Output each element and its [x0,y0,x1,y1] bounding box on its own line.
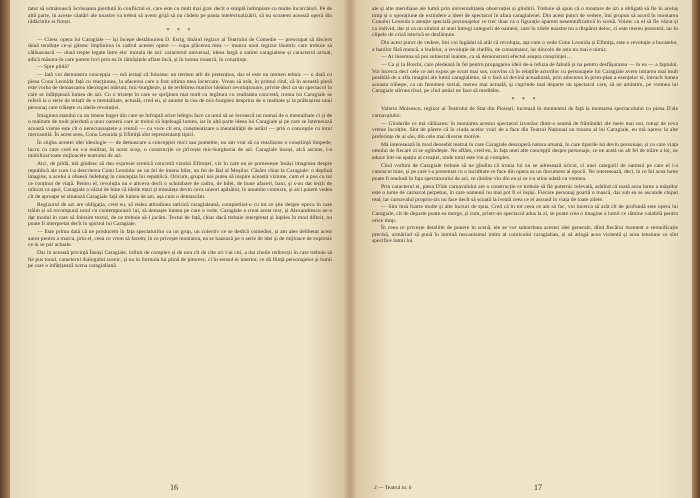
left-page-section-b [28,37,332,270]
paragraph: Valeriu Moisescu, regizor al Teatrului de Stat din Ploiești, lucrează în momentul de față la montarea spectacolului cu piesa D'ale carnavalului. [372,106,678,119]
paragraph: Din acest punct de vedere, îmi voi îngădui să arăt că revoluția, așa cum o vede Conu Leonida și Efimița, este o revoluție a bucatelor, a banilor fără muncă, a leafelor, o revoluție de chefliu, de consumator, iar dincolo de asta nu mai e nimic. [372,40,678,53]
paragraph: — Citesc opera lui Caragiale — își începe destăinuirea D. Esrig, tînărul regizor al Teatrului de Comedie — preocupat să discern două tendințe ce-și găsesc împlinirea în cadrul acestei opere — cupa plăcerea mea — munca unui regizor lăuntric care trebuie să călăuzească — două trepte legate între ele: morala de azi: caracterul universal, ideea largă a satirei caragialene și caracterul actual, adică măsura-în care putem lovi prin ea în rămășițele aflate încă, și în lumea noastră, în conștiințe. [28,36,332,63]
section-separator: * * * [511,97,539,104]
paragraph: Dar în această privință Însuși Caragiale, înfinit de complex și de nou cît de cîte ori l-ai citi, a dat cheile redirecții în care trebuie să fie pus tonul, caracterul dialogului scenic, și nu în formula lui plină de pitoresc, ci în sensul ei interior, ce dă ființă personajelor și lumii pe care o înfățișează scena caragialiană. [28,250,332,270]
right-page-section-a [372,6,678,95]
left-page-footer [12,478,344,492]
page-number: 16 [170,483,178,492]
right-page-footer [356,478,690,492]
paragraph: Cînd vorbim de Caragiale trebuie să ne gîndim că ironia lui nu se adresează oricui, ci unei categorii de oameni pe care el i-a cunoscut bine, și pe care i-a prezentat cu o luciditate ce face din opera sa un document al epocii. Ne interesează, deci, în ce fel acea lume poate fi readusă în fața spectatorului de azi, ce rămîne viu din ea și ce s-a stins odată cu vremea. [372,162,678,182]
right-page-section-b [372,106,678,245]
signature-mark: 2 — Teatrul nr. 6 [374,485,412,491]
paragraph: — Gîndurile ce mă călăuzesc în montarea acestui spectacol izvorăsc dintr-o seamă de frămîntări ale mele mai noi, totuși de ceva vreme încolțite. Sînt de părere că în ciuda acelor voiri de a face din Teatrul Național un muzeu al lui Caragiale, eu mă opresc la alte preferințe de al său, din cele mai diverse motive. [372,120,678,140]
paragraph: ale și alte meridiane ale lumii prin universalitatea observației și gîndirii. Trebuie să spun că o montare de azi a obligată să fie în acelaș timp și o operațiune de extindere a ideei de spectacol în afara caragialenei. Din acest punct de vedere, îmi propun să acord în montarea Conului Leonida o atenție specială personajelor ce trec doar ca o figurație aparent nesemnificativă în scenă. Voiesc ca el să fie văzut și ca individ, dar și ca un simbol al unei întregi categorii de oameni, care în zilele noastre nu a dispărut deloc, ci este mereu prezentă, iar în clipele de criză istorică se dezlănțuie. [372,6,678,39]
paragraph: În slujba acestei idei ideologie — de demascare a concepției mici sau pometite, nu am vrut să ca reaslizeze o conștiință limpede, lucru cu care cred eu s-a realizat, în acest scop, o construcție ce privește mic-burghezia de azi. Caragiale însuși, alcă ascuns, l-a mobilizat toate mijloacele teatrului de azi. [28,140,332,160]
paragraph: În ceea ce privește detaliile de punere în scenă, ele se vor subordona acestei idei generale, dînd fiecărui moment o semnificație precisă, urmărind să pună în lumină mecanismul intim al comicului caragialian, și să atingă acea violentă și acea tensiune ce sînt specifice lumii lui. [372,225,678,245]
paragraph: Imaginea statului ca un imens buget din care se înfruptă orice lefegiu face ca unul să se lovească nu numai de o mentalitate ci și de o realitate de mult pierdută a unor oameni care ar trebui să înțeleagă lumea, iar în altă parte ideea lui Caragiale și pe care se întemeiază această vreme este cît o nerecunoaștere a vremii — cu voce cît era, conștientizare a mentalității de astăzi — prin o concepție cu totul mercantilă. În acest sens, Conu Leonida și Efimiță sînt reprezentanți tipici. [28,112,332,139]
book-edge-left [0,0,10,498]
paragraph: Mă interesează în mod deosebit teatrul în care Caragiale descoperă natura umană, în care tipurile lui devin personaje, și cu care viața omului de fiecare zi se oglindește. Ne aflăm, cred eu, în fața unei alte concepții despre personaje, ce ne arată un alt fel de trăire a lor, ne aduce într-un spațiu al creației, unde totul este viu și complex. [372,141,678,161]
paragraph: — Ca și la Brecht, care pledează în fel pentru propagarea ideii de-a refuza de fabulă și na pentru desfășurarea — în ea — a faptului. Voi încerca deci cele ce am expus pe scurt mai sus, convins că în relațiile actorilor cu personajele lui Caragiale avem intrarea mai mult posibilă de a afla imagini ale lumii caragialiene, să o facă să devină actualizată, prin aducerea în prim-plan a esențelor ei, întrucît lumea aceasta trăiește, ca un fenomen social, mereu mai actuală, și cuprinde mai departe un spectacol care, să ne amintim, pe vremea lui Caragiale stîrnea rîsul, pe cînd astăzi ne face să medităm. [372,62,678,95]
left-page-section-a [28,6,332,26]
book-edge-right [692,0,700,498]
right-page [356,0,690,498]
paragraph: — Spre pildă? [37,64,70,71]
page-number: 17 [534,483,542,492]
left-page-body [28,6,332,476]
left-page [12,0,344,498]
paragraph: — Iată voi demonstra concepția — mă iertați că folosesc un termen atît de pretențios, dar el este un termen tehnic — o dată cu piesa Conu Leonida față cu reacțiunea, la afacerea care a fost ultima mea încercare. Vreau să arăt, în primul rînd, că în această piesă este vorba de demascarea ideologiei mărunt, mic-burgheze, și de terfelirea marilor idealuri revoluționare, privite deci ca un spectacol în care se înfățișează lumea de azi. Cu o tristețe în care se sprijinea mai mult ca legătura cu realitatea concretă, ironia lui Caragiale se referă la o serie de relații de o mentalitate, actuală, cred eu, și anume la cea de mic-burghez desprins de o realitate și la prăbușirea unui personaj care trăiește cu ideile revoluției. [28,72,332,111]
paragraph: — Sînt însă foarte multe și alte lucruri de spus. Cred că în tot ceea ce am să fac, voi încerca să arăt cît de profundă este opera lui Caragiale, cît de departe poate ea merge, și cum, printr-un spectacol adus la zi, se poate crea o imagine a lumii ce rămîne valabilă pentru orice timp. [372,204,678,224]
paragraph: Aici, de pildă, mă gîndesc să dau expresie scenică concretă vizului Efimiței, viz în care ea se pomenește însăși imaginea despre republică ale cum l-a descrierea Conu Leonida: ae un fel de imens bilet, un fel de Bal al Moșilor. Căsăm chiar la Caragiale: o deplină imagine, a acelui a obsesii îndelung în concepția lui republică. Oricum, grupul noi putea să inspire această viziune, cum el a pus cu tot ce conținut de viață. Pentru el, revoluția nu e altceva decît o schimbare de cadru, de bilet, de bune afaceri, bani, și s-au dat lecții de mîncat ca apoi, Caragiale a văzut de bine că ideile mari și trenulețe devin ceva uneori apăsător, în anumite contexte, și aici putem vedea cît de aproape se situează Caragiale față de lumea de azi, așa cum o demascăm. [28,161,332,200]
paragraph: Regizorul de azi are obligația, cred eu, să redea atitudinea satirică caragialeană, completînd-o cu tot ce știe despre epoca în care trăim și să recompună totul cu contemporanii lui, să demaște lumea pe care o vede. Caragiale a creat acest text, și Alexandrescu ne-a dat modul în care să folosim textul, de ce trebuie să-l jucăm. Textul de față, chiar dacă trebuie interpretat și înțeles în mod diferit, nu poate fi interpretat decît în spiritul lui Caragiale. [28,201,332,228]
paragraph: — Ar însemna să pui subiectul înainte, ca să demonstrezi efectul asupra conștiinței… [381,54,572,61]
paragraph: tator să urmărească Scrisoarea pierdută în conflictul ei, care este cu mult mai grav decît o simplă întîmplare cu multe încurcături. Pe de altă parte, în aceste căutări ale noastre va trebui să avem grijă să nu cădem pe panta intelectualizării, să nu scoatem această operă din rădăcinile ei firești. [28,6,332,26]
paragraph: Prin caracterul ei, piesa D'ale carnavalului are o construcție ce trebuie să fie puternic relevată, arătînd că toată acea lume a măștilor este o lume de carnaval perpetuu, în care oamenii nu mai pot fi ei înșiși. Fiecare personaj poartă o mască, dar sub ea se ascunde chipul real, iar carnavalul propriu-zis nu face decît să scoată la iveală ceea ce ei ascund în viața de toate zilele. [372,183,678,203]
right-page-body [372,6,678,476]
section-separator: * * * [166,27,194,34]
paragraph: — Este prima dată că ne producem în fața spectatorilor ca un grup, un colectiv ce se dedică comediei, și am ales deliberat acest autor pentru a marca, prin el, ceea ce vrem să facem; în ce privește montarea, ea se bazează pe o serie de idei și de mijloace de expresie ce ni se par actuale. [28,229,332,249]
